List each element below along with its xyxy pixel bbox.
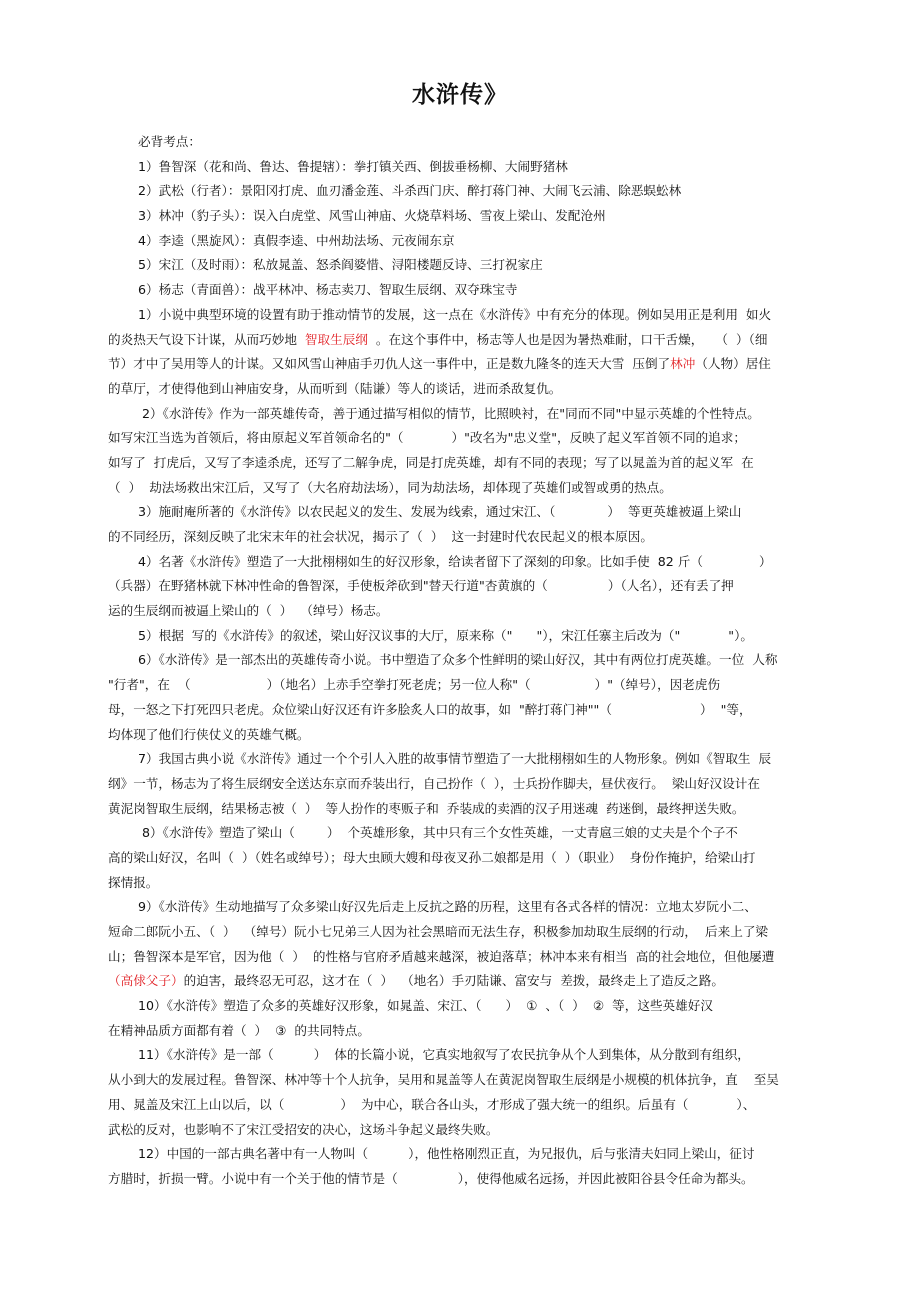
text-segment: 8）《水浒传》塑造了梁山（ ） 个英雄形象，其中只有三个女性英雄，一丈青扈三娘的丈夫是个个子不: [142, 825, 738, 841]
text-line: [108, 871, 818, 896]
text-segment: 12）中国的一部古典名著中有一人物叫（ ），他性格刚烈正直，为兄报仇，后与张清夫妇同上梁山，征讨: [138, 1146, 755, 1162]
text-segment: （人物）居住: [695, 356, 771, 372]
text-segment: 如写宋江当选为首领后，将由原起义军首领命名的"（ ）"改名为"忠义堂"，反映了起义军首领不同的追求；: [108, 430, 746, 446]
highlighted-answer: 智取生辰纲: [304, 331, 368, 347]
text-segment: 。在这个事件中，杨志等人也是因为暑热难耐，口干舌燥， （ ）（细: [367, 331, 768, 347]
document-body: [108, 130, 818, 1192]
text-segment: 从小到大的发展过程。鲁智深、林冲等十个人抗争，吴用和晁盖等人在黄泥岗智取生辰纲是小规模的机体抗争，直 至吴: [108, 1072, 779, 1088]
text-line: [108, 698, 818, 723]
text-line: [108, 969, 818, 994]
text-line: [108, 673, 818, 698]
text-line: [108, 451, 818, 476]
text-segment: 2）《水浒传》作为一部英雄传奇，善于通过描写相似的情节，比照映衬，在"同而不同"中显示英雄的个性特点。: [142, 405, 760, 421]
text-line: [108, 476, 818, 501]
text-line: [108, 846, 818, 871]
text-line: [108, 920, 818, 945]
text-segment: 武松的反对，也影响不了宋江受招安的决心，这场斗争起义最终失败。: [108, 1121, 499, 1137]
text-line: [108, 377, 818, 402]
text-segment: 2）武松（行者）：景阳冈打虎、血刃潘金莲、斗杀西门庆、醉打蒋门神、大闹飞云浦、除恶蜈蚣林: [138, 183, 682, 199]
text-segment: 黄泥岗智取生辰纲，结果杨志被（ ） 等人扮作的枣贩子和 乔装成的卖酒的汉子用迷魂 药迷倒，最终押送失败。: [108, 800, 745, 816]
text-line: [108, 624, 818, 649]
text-line: [108, 1118, 818, 1143]
text-line: [108, 402, 818, 427]
text-line: [108, 179, 818, 204]
text-line: [108, 1043, 818, 1068]
text-line: [108, 525, 818, 550]
text-line: [108, 426, 818, 451]
text-line: [108, 574, 818, 599]
text-line: [108, 204, 818, 229]
text-line: [108, 821, 818, 846]
text-line: [108, 1068, 818, 1093]
text-segment: 母，一怒之下打死四只老虎。众位梁山好汉还有许多脍炙人口的故事，如 "醉打蒋门神""（ ） "等，: [108, 701, 752, 717]
text-line: [108, 500, 818, 525]
text-line: [108, 352, 818, 377]
text-line: [108, 648, 818, 673]
text-segment: 运的生辰纲而被逼上梁山的（ ） （绰号）杨志。: [108, 603, 389, 619]
text-line: [108, 772, 818, 797]
text-line: [108, 253, 818, 278]
text-line: [108, 994, 818, 1019]
text-line: [108, 130, 818, 155]
text-segment: 高的梁山好汉，名叫（ ）（姓名或绰号）；母大虫顾大嫂和母夜叉孙二娘都是用（ ）（职业） 身份作掩护，给梁山打: [108, 849, 756, 865]
text-segment: 9）《水浒传》生动地描写了众多梁山好汉先后走上反抗之路的历程，这里有各式各样的情况：立地太岁阮小二、: [138, 899, 757, 915]
highlighted-answer: （高俅父子）: [108, 973, 184, 989]
text-segment: 用、晁盖及宋江上山以后，以（ ） 为中心，联合各山头，才形成了强大统一的组织。后虽有（ ）、: [108, 1096, 756, 1112]
text-segment: 的迫害，最终忍无可忍，这才在（ ） （地名）手刃陆谦、富安与 差拨，最终走上了造反之路。: [183, 973, 724, 989]
text-line: [108, 599, 818, 624]
text-segment: 3）林冲（豹子头）：误入白虎堂、风雪山神庙、火烧草料场、雪夜上梁山、发配沧州: [138, 208, 606, 224]
text-line: [108, 1019, 818, 1044]
text-segment: 5）根据 写的《水浒传》的叙述，梁山好汉议事的大厅，原来称（" "），宋江任寨主后改为（" "）。: [138, 627, 753, 643]
text-segment: 10）《水浒传》塑造了众多的英雄好汉形象，如晁盖、宋江、（ ） ① 、（ ） ② 等，这些英雄好汉: [138, 998, 713, 1014]
text-segment: 短命二郎阮小五、（ ） （绰号）阮小七兄弟三人因为社会黑暗而无法生存，积极参加劫取生辰纲的行动， 后来上了梁: [108, 924, 769, 939]
text-segment: （兵器）在野猪林就下林冲性命的鲁智深，手使板斧砍到"替天行道"杏黄旗的（ ）（人名），还有丢了押: [108, 578, 734, 594]
text-segment: 节）才中了吴用等人的计谋。又如风雪山神庙手刃仇人这一事件中，正是数九隆冬的连天大雪 压倒了: [108, 356, 671, 372]
text-segment: 11）《水浒传》是一部（ ） 体的长篇小说，它真实地叙写了农民抗争从个人到集体，从分散到有组织，: [138, 1047, 750, 1063]
document-title: 水浒传》: [412, 82, 508, 108]
text-line: [108, 328, 818, 353]
text-segment: 5）宋江（及时雨）：私放晁盖、怒杀阎婆惜、浔阳楼题反诗、三打祝家庄: [138, 257, 543, 273]
text-segment: （ ） 劫法场救出宋江后，又写了（大名府劫法场），同为劫法场，却体现了英雄们或智或勇的热点。: [108, 479, 672, 495]
text-segment: 如写了 打虎后，又写了李逵杀虎，还写了二解争虎，同是打虎英雄，却有不同的表现；写了以晁盖为首的起义军 在: [108, 454, 754, 470]
text-segment: 的不同经历，深刻反映了北宋末年的社会状况，揭示了（ ） 这一封建时代农民起义的根本原因。: [108, 529, 653, 544]
text-line: [108, 945, 818, 970]
text-line: [108, 895, 818, 920]
text-segment: 探情报。: [108, 874, 159, 890]
text-segment: 的炎热天气设下计谋，从而巧妙地: [108, 331, 305, 347]
text-line: [108, 303, 818, 328]
text-segment: 4）李逵（黑旋风）：真假李逵、中州劫法场、元夜闹东京: [138, 232, 455, 248]
text-segment: 必背考点：: [138, 134, 201, 149]
text-line: [108, 550, 818, 575]
text-segment: 1）鲁智深（花和尚、鲁达、鲁提辖）：拳打镇关西、倒拔垂杨柳、大闹野猪林: [138, 158, 568, 174]
text-line: [108, 155, 818, 180]
text-line: [108, 1093, 818, 1118]
text-segment: 6）杨志（青面兽）：战平林冲、杨志卖刀、智取生辰纲、双夺珠宝寺: [138, 282, 518, 298]
highlighted-answer: 林冲: [670, 356, 696, 372]
text-segment: 纲》一节，杨志为了将生辰纲安全送达东京而乔装出行，自己扮作（ ），士兵扮作脚夫，昼伏夜行。 梁山好汉设计在: [108, 775, 760, 791]
text-segment: 4）名著《水浒传》塑造了一大批栩栩如生的好汉形象，给读者留下了深刻的印象。比如手使 82 斤（ ）: [138, 553, 772, 569]
text-segment: 6）《水浒传》是一部杰出的英雄传奇小说。书中塑造了众多个性鲜明的梁山好汉，其中有两位打虎英雄。一位 人称: [138, 652, 778, 668]
text-line: [108, 723, 818, 748]
text-segment: 3）施耐庵所著的《水浒传》以农民起义的发生、发展为线索，通过宋江、（ ） 等更英雄被逼上梁山: [138, 504, 742, 520]
text-segment: 1）小说中典型环境的设置有助于推动情节的发展，这一点在《水浒传》中有充分的体现。例如吴用正是利用 如火: [138, 306, 772, 322]
text-segment: 的草厅，才使得他到山神庙安身，从而听到（陆谦）等人的谈话，进而杀敌复仇。: [108, 380, 562, 396]
text-line: [108, 797, 818, 822]
text-segment: "行者"，在 （ ）（地名）上赤手空拳打死老虎；另一位人称"（ ）"（绰号），因老虎伤: [108, 677, 721, 693]
text-segment: 山；鲁智深本是军官，因为他（ ） 的性格与官府矛盾越来越深，被迫落草；林冲本来有相当 高的社会地位，但他屡遭: [108, 948, 775, 964]
text-line: [108, 278, 818, 303]
text-segment: 7）我国古典小说《水浒传》通过一个个引人入胜的故事情节塑造了一大批栩栩如生的人物形象。例如《智取生 辰: [138, 751, 772, 767]
text-line: [108, 1142, 818, 1167]
text-line: [108, 747, 818, 772]
text-segment: 均体现了他们行侠仗义的英雄气概。: [108, 726, 310, 742]
text-segment: 方腊时，折损一臂。小说中有一个关于他的情节是（ ），使得他威名远扬，并因此被阳谷县令任命为都头。: [108, 1170, 754, 1186]
text-line: [108, 229, 818, 254]
text-segment: 在精神品质方面都有着（ ） ③ 的共同特点。: [108, 1022, 370, 1038]
text-line: [108, 1167, 818, 1192]
